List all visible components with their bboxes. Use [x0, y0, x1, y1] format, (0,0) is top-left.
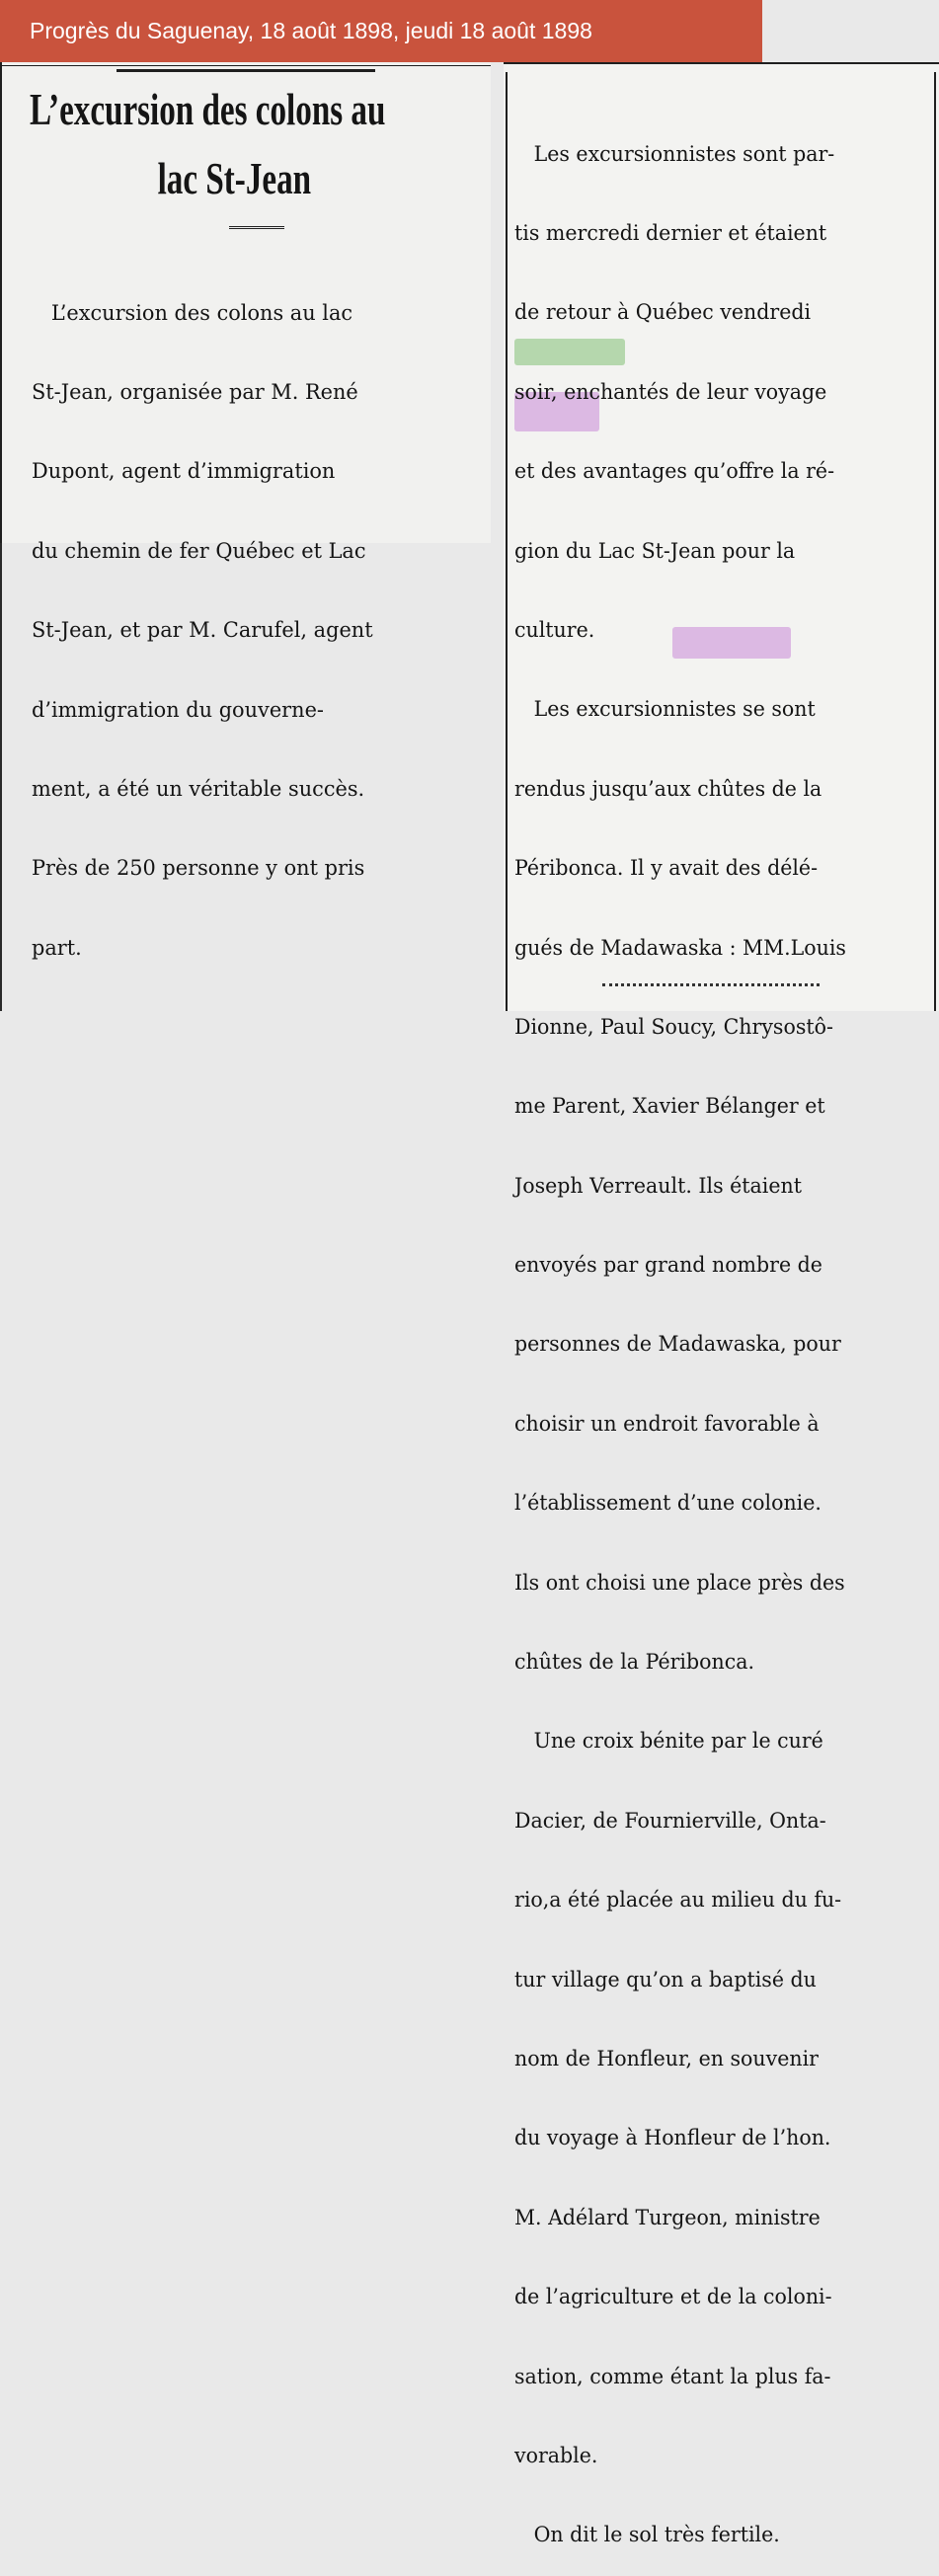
text-line: Dionne, Paul Soucy, Chrysostô- [514, 1014, 833, 1040]
text-line: Ils ont choisi une place près des [514, 1570, 845, 1596]
text-line: tur village qu’on a baptisé du [514, 1967, 817, 1992]
source-banner: Progrès du Saguenay, 18 août 1898, jeudi 18 août 1898 [0, 0, 762, 62]
top-rule [504, 62, 939, 64]
text-line: me Parent, Xavier Bélanger et [514, 1094, 825, 1120]
text-line: St-Jean, et par M. Carufel, agent [32, 618, 373, 644]
text-line: gués de Madawaska : MM.Louis [514, 935, 846, 961]
text-line: On dit le sol très fertile. [514, 2523, 780, 2548]
text-line: Les excursionnistes sont par- [514, 141, 835, 167]
text-line: du chemin de fer Québec et Lac [32, 538, 366, 564]
text-line: L’excursion des colons au lac [32, 300, 353, 326]
text-line: gion du Lac St-Jean pour la [514, 538, 796, 564]
headline-line-2: lac St-Jean [157, 153, 312, 203]
text-line: Les excursionnistes se sont [514, 697, 816, 723]
top-ornament-rule [117, 69, 375, 72]
text-line: Près de 250 personne y ont pris [32, 856, 365, 882]
top-rule [0, 65, 491, 66]
text-line: vorable. [514, 2443, 598, 2468]
article-headline [30, 75, 492, 213]
text-line: du voyage à Honfleur de l’hon. [514, 2126, 831, 2151]
text-line: Péribonca. Il y avait des délé- [514, 856, 819, 882]
text-line: rio,a été placée au milieu du fu- [514, 1888, 842, 1913]
text-line: rendus jusqu’aux chûtes de la [514, 776, 822, 802]
text-line: Dacier, de Fournierville, Onta- [514, 1808, 826, 1834]
text-line: Dupont, agent d’immigration [32, 459, 336, 485]
text-line: Joseph Verreault. Ils étaient [514, 1173, 802, 1199]
title-separator [229, 226, 284, 229]
left-column-rule [506, 72, 508, 1011]
headline-line-1: L’excursion des colons au [30, 84, 386, 134]
right-column-text [514, 89, 846, 2576]
text-line: M. Adélard Turgeon, ministre [514, 2205, 821, 2230]
text-line: d’immigration du gouverne- [32, 697, 324, 723]
text-line: envoyés par grand nombre de [514, 1253, 822, 1279]
text-line: l’établissement d’une colonie. [514, 1491, 822, 1517]
left-column-text [32, 248, 373, 988]
text-line: tis mercredi dernier et étaient [514, 220, 827, 246]
left-edge-line [0, 543, 2, 1011]
text-line: part. [32, 935, 82, 961]
text-line: sation, comme étant la plus fa- [514, 2364, 831, 2389]
text-line: personnes de Madawaska, pour [514, 1332, 841, 1358]
text-line: chûtes de la Péribonca. [514, 1650, 755, 1676]
text-line: de l’agriculture et de la coloni- [514, 2285, 832, 2310]
text-line: de retour à Québec vendredi [514, 300, 812, 326]
text-line: Une croix bénite par le curé [514, 1729, 823, 1755]
right-column-rule [934, 72, 936, 1011]
text-line: soir, enchantés de leur voyage [514, 379, 827, 405]
text-line: St-Jean, organisée par M. René [32, 379, 358, 405]
text-line: nom de Honfleur, en souvenir [514, 2046, 819, 2071]
text-line: et des avantages qu’offre la ré- [514, 459, 835, 485]
text-line: ment, a été un véritable succès. [32, 776, 365, 802]
text-line: choisir un endroit favorable à [514, 1411, 820, 1437]
text-line: culture. [514, 617, 595, 643]
left-border [0, 62, 2, 543]
